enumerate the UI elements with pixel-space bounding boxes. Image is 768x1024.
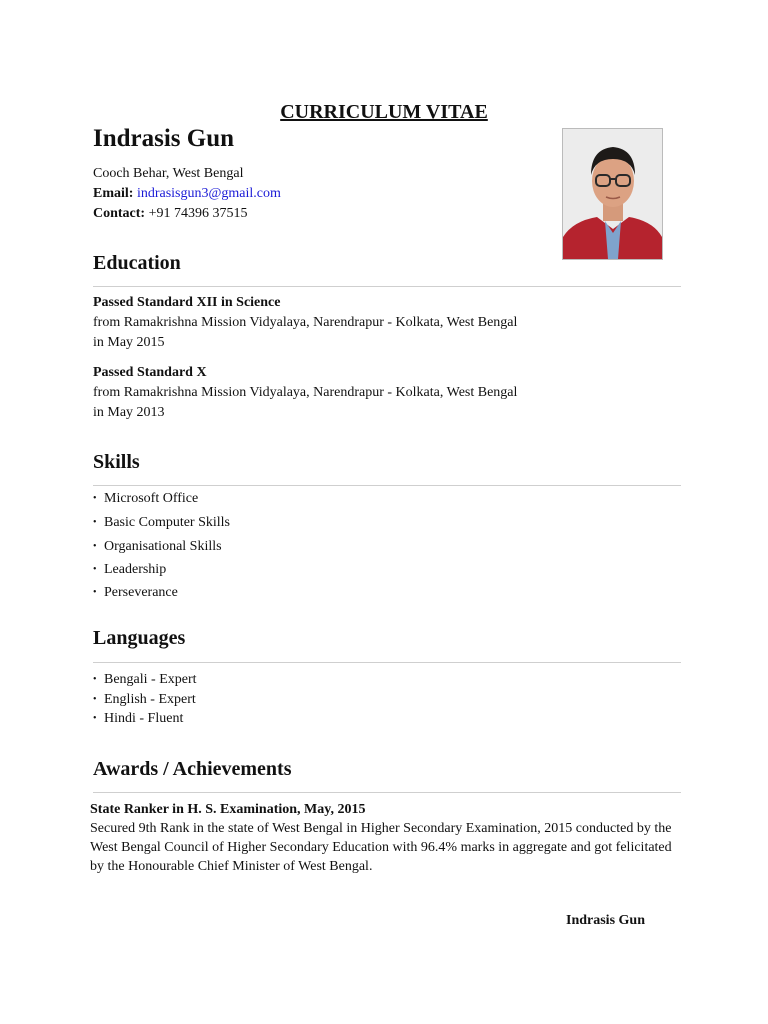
education-title: Passed Standard X <box>93 365 207 380</box>
document-title: CURRICULUM VITAE <box>280 101 488 123</box>
skill-item: • Organisational Skills <box>93 539 222 554</box>
language-item: • Hindi - Fluent <box>93 711 184 726</box>
profile-photo <box>562 128 663 260</box>
award-title: State Ranker in H. S. Examination, May, 2015 <box>90 802 366 817</box>
skill-item: • Leadership <box>93 562 167 577</box>
skill-item: • Microsoft Office <box>93 491 199 506</box>
award-description-line: West Bengal Council of Higher Secondary Education with 96.4% marks in aggregate and got felicitated <box>90 840 672 855</box>
candidate-name: Indrasis Gun <box>93 125 235 152</box>
section-heading-education: Education <box>93 252 181 274</box>
signature-name: Indrasis Gun <box>566 913 645 928</box>
education-institution: from Ramakrishna Mission Vidyalaya, Narendrapur - Kolkata, West Bengal <box>93 385 518 400</box>
email-link[interactable]: indrasisgun3@gmail.com <box>136 186 281 201</box>
language-item: • English - Expert <box>93 692 196 707</box>
language-item: • Bengali - Expert <box>93 672 197 687</box>
education-institution: from Ramakrishna Mission Vidyalaya, Narendrapur - Kolkata, West Bengal <box>93 315 518 330</box>
contact-label: Contact: <box>93 206 146 221</box>
email-line <box>93 186 281 202</box>
email-label: Email: <box>93 186 134 201</box>
location-line: Cooch Behar, West Bengal <box>93 166 244 181</box>
education-date: in May 2015 <box>93 335 165 350</box>
section-heading-skills: Skills <box>93 451 140 473</box>
skill-item: • Perseverance <box>93 585 178 600</box>
divider <box>93 485 681 486</box>
divider <box>93 286 681 287</box>
profile-photo-image <box>563 129 662 259</box>
education-title: Passed Standard XII in Science <box>93 295 281 310</box>
section-heading-awards: Awards / Achievements <box>93 758 292 780</box>
divider <box>93 662 681 663</box>
skill-item: • Basic Computer Skills <box>93 515 230 530</box>
contact-line <box>93 206 248 222</box>
divider <box>93 792 681 793</box>
award-description-line: Secured 9th Rank in the state of West Bengal in Higher Secondary Examination, 2015 conducted by the <box>90 821 672 836</box>
contact-number: +91 74396 37515 <box>148 206 248 221</box>
award-description-line: by the Honourable Chief Minister of West Bengal. <box>90 859 373 874</box>
education-date: in May 2013 <box>93 405 165 420</box>
section-heading-languages: Languages <box>93 627 186 649</box>
